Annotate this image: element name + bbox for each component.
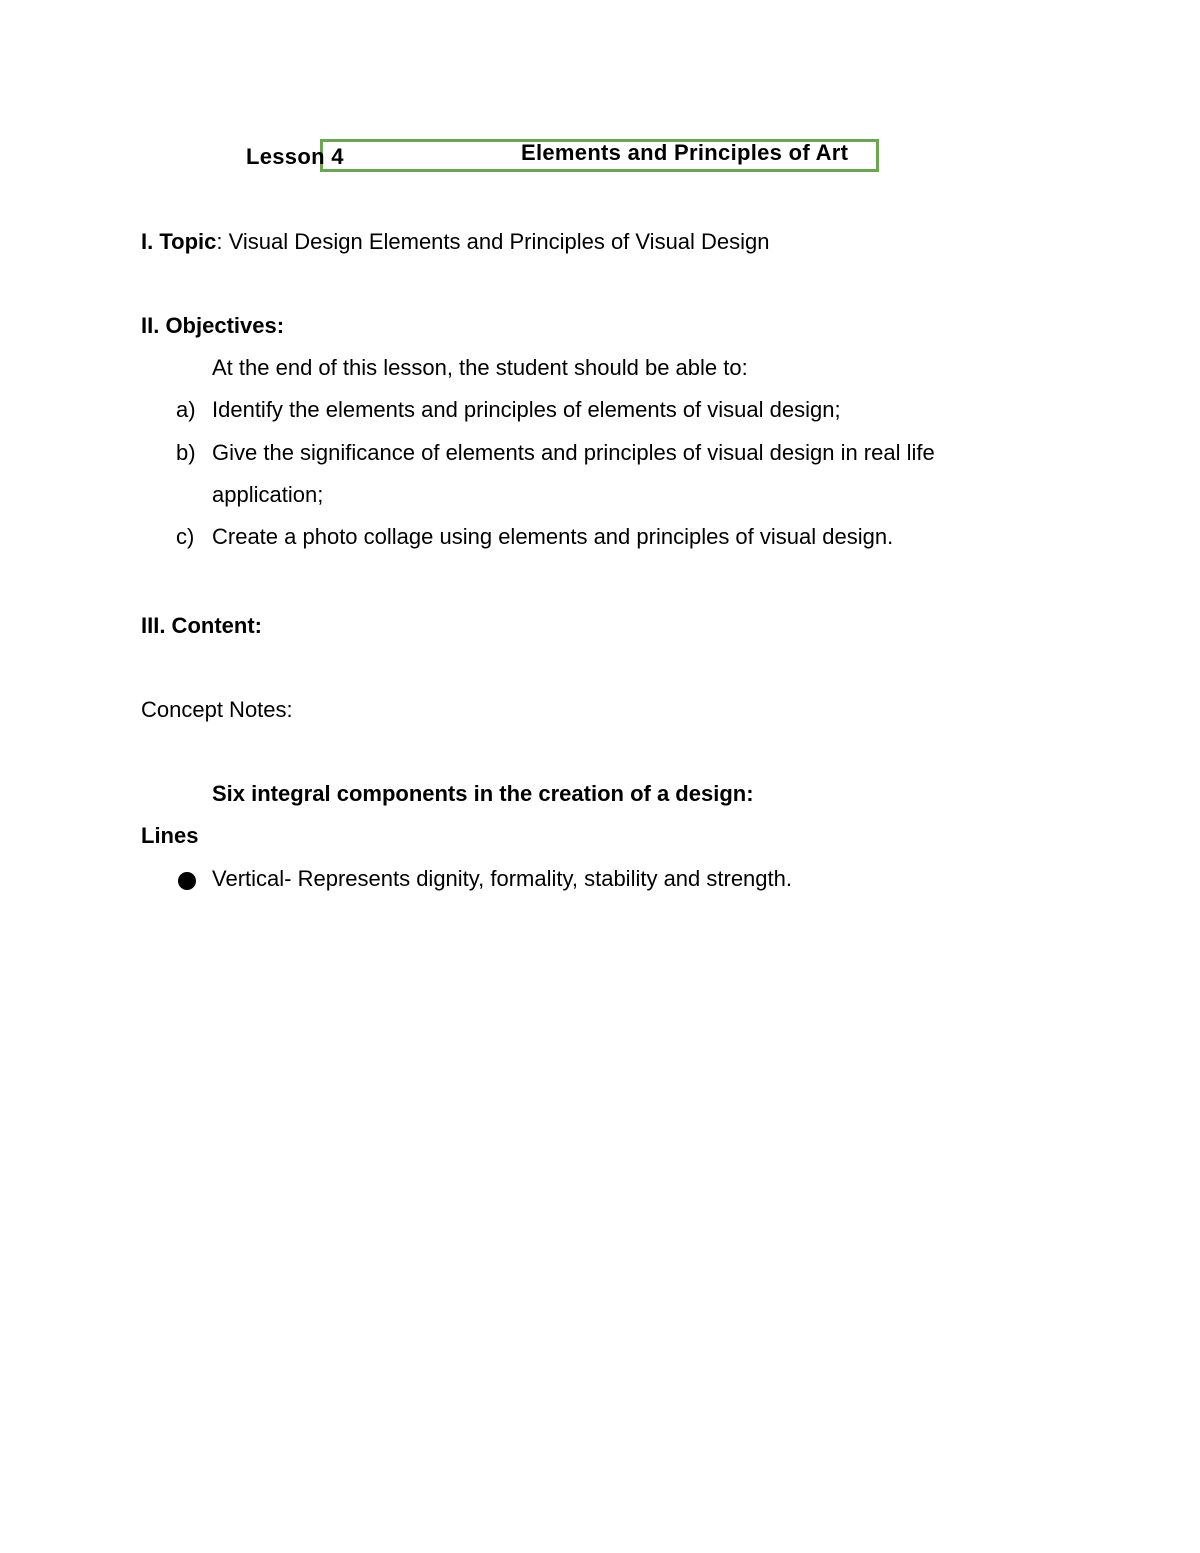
objective-c-text: Create a photo collage using elements and principles of visual design. — [212, 524, 894, 549]
components-heading: Six integral components in the creation of a design: — [212, 781, 754, 806]
topic-text: : Visual Design Elements and Principles of Visual Design — [216, 229, 770, 254]
topic-label: I. Topic — [141, 229, 217, 254]
lines-heading: Lines — [141, 823, 199, 848]
objective-b-text-line1: Give the significance of elements and principles of visual design in real life — [212, 440, 935, 465]
concept-notes-label: Concept Notes: — [141, 697, 293, 722]
objective-c-marker: c) — [176, 524, 195, 549]
bullet-vertical-text: Vertical- Represents dignity, formality, stability and strength. — [212, 866, 792, 891]
objective-a-marker: a) — [176, 397, 196, 422]
objective-a-text: Identify the elements and principles of elements of visual design; — [212, 397, 841, 422]
lesson-number: Lesson 4 — [246, 144, 344, 169]
topic-line — [141, 229, 770, 255]
objectives-intro: At the end of this lesson, the student should be able to: — [212, 355, 748, 380]
content-heading: III. Content: — [141, 613, 262, 638]
objective-b-marker: b) — [176, 440, 196, 465]
objective-b-text-line2: application; — [212, 482, 324, 507]
bullet-icon — [178, 872, 196, 890]
lesson-title: Elements and Principles of Art — [521, 140, 849, 165]
objectives-heading: II. Objectives: — [141, 313, 285, 338]
